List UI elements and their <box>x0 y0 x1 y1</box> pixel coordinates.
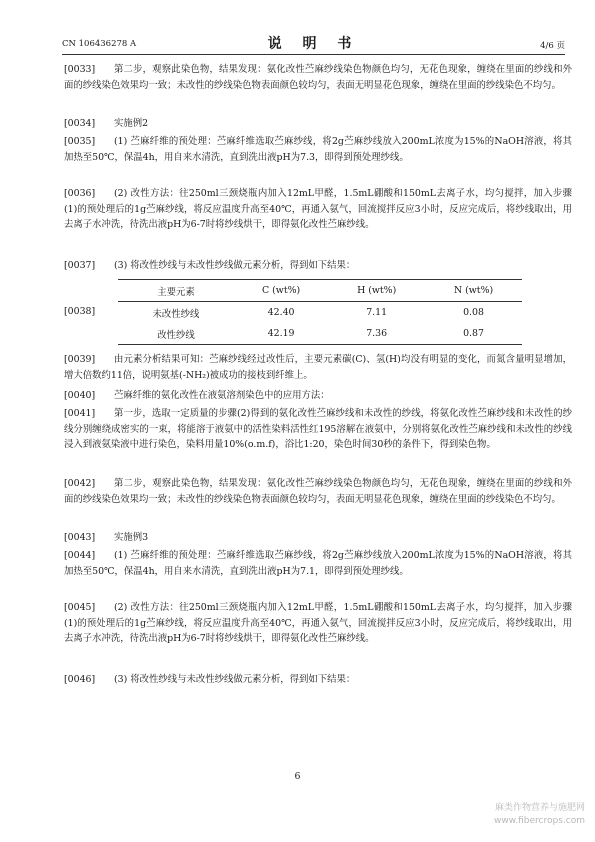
paragraph-number: [0041] <box>64 408 96 419</box>
table-cell: 改性纱线 <box>157 329 195 341</box>
table-header-cell: C (wt%) <box>261 285 301 296</box>
paragraph-number: [0035] <box>64 136 96 147</box>
paragraph-text: 实施例3 <box>114 532 149 543</box>
paragraph-0041 <box>64 406 572 453</box>
watermark-url: www.fibercrops.com <box>494 816 585 826</box>
paragraph-text: 苎麻纤维的氨化改性在液氨溶剂染色中的应用方法： <box>114 390 330 401</box>
page-number: 6 <box>294 771 301 782</box>
paragraph-text: (3) 将改性纱线与未改性纱线做元素分析，得到如下结果： <box>114 674 356 685</box>
table-cell: 未改性纱线 <box>152 308 200 320</box>
table-header-cell: 主要元素 <box>157 286 195 298</box>
table-header-cell: H (wt%) <box>357 285 397 296</box>
table-header-cell: N (wt%) <box>453 285 494 296</box>
document-header <box>62 33 565 55</box>
paragraph-number: [0042] <box>64 478 96 489</box>
page-indicator: 4/6 页 <box>540 41 565 51</box>
paragraph-number: [0034] <box>64 118 96 129</box>
document-title: 说 明 书 <box>267 36 360 52</box>
paragraph-text: 第二步，观察此染色物，结果发现：氨化改性苎麻纱线染色物颜色均匀，无花色现象，缠绕在里面的纱线和外面的纱线染色效果均一致；未改性的纱线染色物表面颜色较均匀，表面无明显花色现象，缠绕在里面的纱线染色不均匀。 <box>64 478 572 505</box>
paragraph-number: [0033] <box>64 64 96 75</box>
paragraph-text: (3) 将改性纱线与未改性纱线做元素分析，得到如下结果： <box>114 260 356 271</box>
paragraph-number: [0036] <box>64 188 96 199</box>
paragraph-number: [0037] <box>64 260 96 271</box>
paragraph-text: 实施例2 <box>114 118 149 129</box>
paragraph-text: 第二步，观察此染色物，结果发现：氨化改性苎麻纱线染色物颜色均匀，无花色现象，缠绕在里面的纱线和外面的纱线染色效果均一致；未改性的纱线染色物表面颜色较均匀，表面无明显花色现象，缠绕在里面的纱线染色不均匀。 <box>64 64 572 91</box>
table-row <box>118 302 522 324</box>
table-cell: 0.08 <box>463 307 484 318</box>
header-rule <box>62 54 565 55</box>
paragraph-0039 <box>64 352 572 383</box>
paragraph-0045 <box>64 600 572 647</box>
site-watermark <box>494 802 585 828</box>
paragraph-0043 <box>64 530 572 546</box>
paragraph-number: [0044] <box>64 550 96 561</box>
table-cell: 42.19 <box>267 328 295 339</box>
paragraph-number: [0043] <box>64 532 96 543</box>
table-header-row <box>118 280 522 302</box>
paragraph-text: (1) 苎麻纤维的预处理：苎麻纤维选取苎麻纱线，将2g苎麻纱线放入200mL浓度为15%的NaOH溶液，将其加热至50℃，保温4h，用自来水清洗，直到洗出液pH为7.3，即得到预处理纱线。 <box>64 136 572 163</box>
elemental-analysis-table <box>118 279 522 345</box>
paragraph-number: [0039] <box>64 354 96 365</box>
paragraph-0033 <box>64 62 572 93</box>
paragraph-0034 <box>64 116 572 132</box>
paragraph-0046 <box>64 672 572 688</box>
paragraph-text: (2) 改性方法：往250ml三颈烧瓶内加入12mL甲醛，1.5mL硼酸和150mL去离子水，均匀搅拌，加入步骤(1)的预处理后的1g苎麻纱线，将反应温度升高至40℃，再通入氨气，回流搅拌反应3小时，反应完成后，将纱线取出，用去离子水冲洗，待洗出液pH为6-7时将纱线烘干，即得氨化改性苎麻纱线。 <box>64 602 572 645</box>
paragraph-number: [0038] <box>64 306 96 317</box>
paragraph-text: 由元素分析结果可知：苎麻纱线经过改性后，主要元素碳(C)、氢(H)均没有明显的变化，而氮含量明显增加，增大倍数约11倍，说明氨基(-NH₂)被成功的接枝到纤维上。 <box>64 354 572 381</box>
table-row <box>118 323 522 345</box>
paragraph-0040 <box>64 388 572 404</box>
paragraph-number: [0040] <box>64 390 96 401</box>
paragraph-0042 <box>64 476 572 507</box>
paragraph-number: [0045] <box>64 602 96 613</box>
paragraph-number: [0046] <box>64 674 96 685</box>
paragraph-text: 第一步，选取一定质量的步骤(2)得到的氨化改性苎麻纱线和未改性的纱线，将氨化改性苎麻纱线和未改性的纱线分别缠绕成密实的一束，将能溶于液氨中的活性染料活性红195溶解在液氨中，分别将氨化改性苎麻纱线和未改性的纱线浸入到液氨染液中进行染色，染料用量10%(o.m.f)，浴比1:20，染色时间30秒的条件下，得到染色物。 <box>64 408 572 451</box>
paragraph-0037 <box>64 258 572 274</box>
paragraph-0044 <box>64 548 572 579</box>
table-cell: 0.87 <box>463 328 484 339</box>
paragraph-0035 <box>64 134 572 165</box>
paragraph-text: (1) 苎麻纤维的预处理：苎麻纤维选取苎麻纱线，将2g苎麻纱线放入200mL浓度为15%的NaOH溶液，将其加热至50℃，保温4h，用自来水清洗，直到洗出液pH为7.1，即得到预处理纱线。 <box>64 550 572 577</box>
paragraph-0036 <box>64 186 572 233</box>
patent-number: CN 106436278 A <box>62 39 137 49</box>
paragraph-text: (2) 改性方法：往250ml三颈烧瓶内加入12mL甲醛，1.5mL硼酸和150mL去离子水，均匀搅拌，加入步骤(1)的预处理后的1g苎麻纱线，将反应温度升高至40℃，再通入氨气，回流搅拌反应3小时，反应完成后，将纱线取出，用去离子水冲洗，待洗出液pH为6-7时将纱线烘干，即得氨化改性苎麻纱线。 <box>64 188 572 231</box>
table-cell: 7.36 <box>366 328 388 339</box>
table-cell: 42.40 <box>267 307 295 318</box>
watermark-title: 麻类作物营养与施肥网 <box>494 803 585 813</box>
table-cell: 7.11 <box>366 307 388 318</box>
